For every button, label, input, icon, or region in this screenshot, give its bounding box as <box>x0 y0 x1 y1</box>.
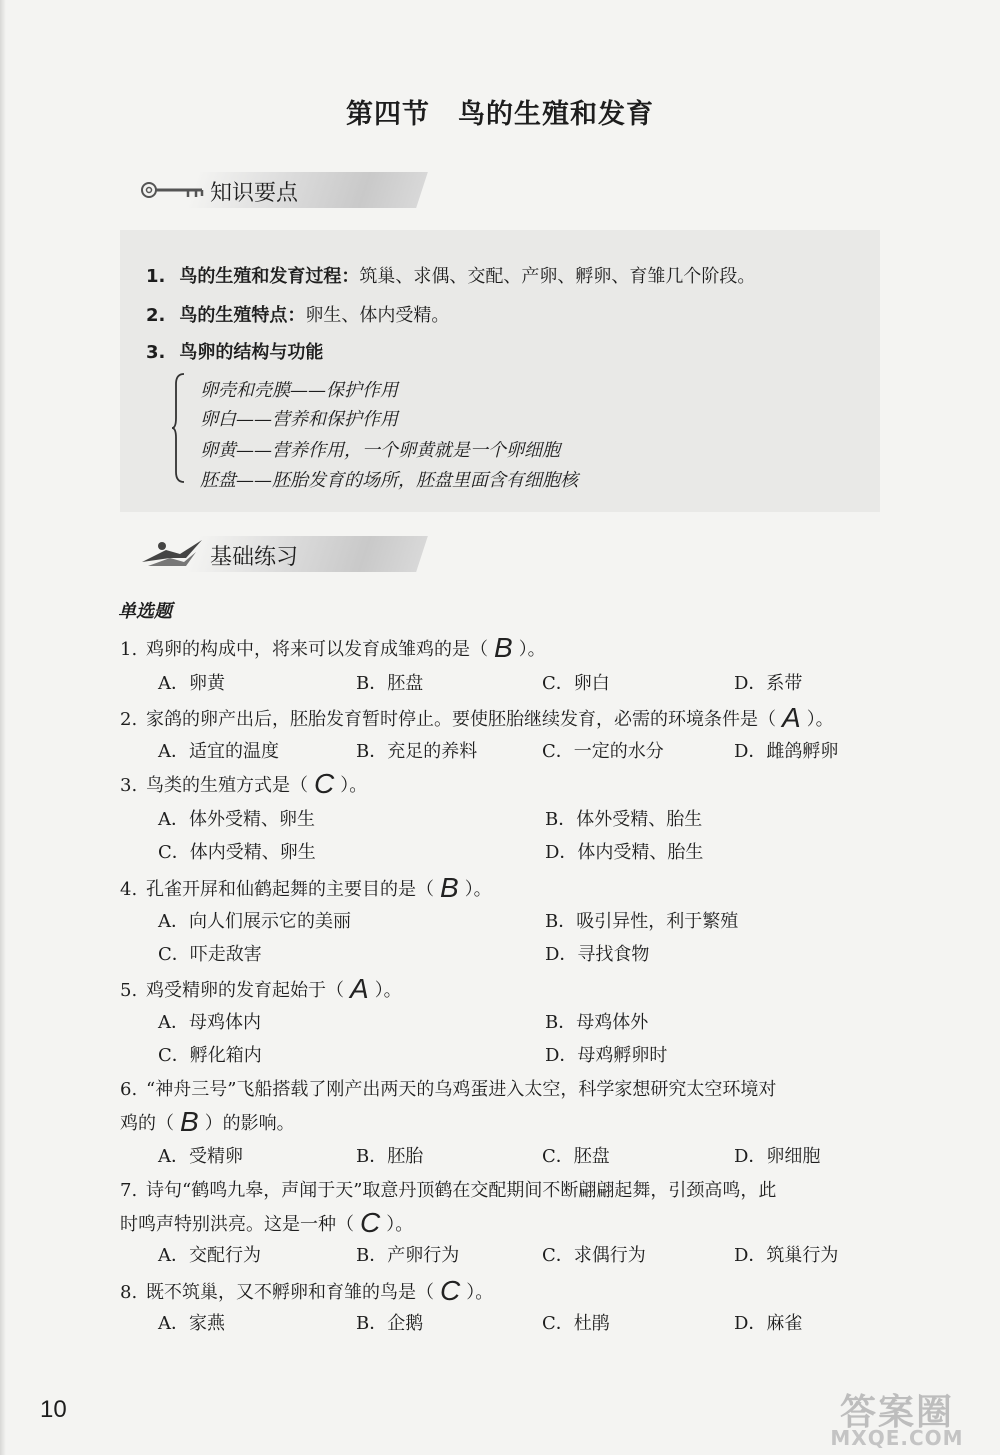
option: C．孵化箱内 <box>158 1045 262 1066</box>
question-text-end: ）。 <box>464 879 492 900</box>
option: C．胚盘 <box>542 1146 610 1167</box>
point-lead: 鸟卵的结构与功能 <box>179 342 324 363</box>
question-number: 3. <box>120 775 138 796</box>
practice-heading-label: 基础练习 <box>210 545 299 570</box>
question-text: 鸟类的生殖方式是（ <box>146 775 308 796</box>
page-edge-shadow <box>0 0 6 1455</box>
watermark-logo <box>812 1384 982 1450</box>
question-text-end: ）。 <box>386 1214 414 1235</box>
option: B．吸引异性，利于繁殖 <box>545 911 739 932</box>
question-number: 4. <box>120 879 138 900</box>
handwritten-answer: B <box>440 872 459 903</box>
question-text: “神舟三号”飞船搭载了刚产出两天的乌鸡蛋进入太空，科学家想研究太空环境对 <box>146 1079 777 1100</box>
option: B．母鸡体外 <box>545 1012 649 1033</box>
handwritten-answer: C <box>314 768 335 799</box>
handwritten-answer: C <box>440 1275 461 1306</box>
option: A．交配行为 <box>158 1245 261 1266</box>
question-text-end: ）。 <box>374 980 402 1001</box>
option: D．寻找食物 <box>545 944 650 965</box>
option: D．筑巢行为 <box>734 1245 839 1266</box>
question-5 <box>120 971 402 1003</box>
egg-part-line: 卵黄——营养作用，一个卵黄就是一个卵细胞 <box>200 440 560 461</box>
option: C．体内受精、卵生 <box>158 842 316 863</box>
watermark-text: 答案圈 <box>839 1392 954 1433</box>
option: B．胚胎 <box>356 1146 424 1167</box>
handwritten-answer: C <box>360 1207 381 1238</box>
question-number: 6. <box>120 1079 138 1100</box>
option: B．产卵行为 <box>356 1245 460 1266</box>
question-number: 5. <box>120 980 138 1001</box>
option: A．受精卵 <box>158 1146 243 1167</box>
watermark-url: MXQE.COM <box>830 1426 964 1450</box>
knowledge-point-3 <box>146 338 323 364</box>
handwritten-answer: A <box>350 973 369 1004</box>
option: B．企鹅 <box>356 1313 424 1334</box>
page-number: 10 <box>40 1396 67 1423</box>
question-text-end: ）的影响。 <box>204 1113 295 1134</box>
question-text-end: ）。 <box>518 639 546 660</box>
knowledge-point-2 <box>146 301 449 327</box>
question-text: 诗句“鹤鸣九皋，声闻于天”取意丹顶鹤在交配期间不断翩翩起舞，引颈高鸣，此 <box>146 1180 777 1201</box>
option: A．适宜的温度 <box>158 741 279 762</box>
question-number: 8. <box>120 1282 138 1303</box>
knowledge-heading-label: 知识要点 <box>210 181 299 206</box>
handwritten-answer: A <box>782 702 801 733</box>
option: D．母鸡孵卵时 <box>545 1045 668 1066</box>
option: C．吓走敌害 <box>158 944 262 965</box>
question-text: 时鸣声特别洪亮。这是一种（ <box>120 1214 354 1235</box>
question-text: 鸡卵的构成中，将来可以发育成雏鸡的是（ <box>146 639 488 660</box>
key-icon <box>140 178 208 202</box>
handwritten-answer: B <box>494 632 513 663</box>
option: A．向人们展示它的美丽 <box>158 911 351 932</box>
practice-section-heading <box>140 534 440 576</box>
question-3 <box>120 766 367 798</box>
option: B．体外受精、胎生 <box>545 809 703 830</box>
option: C．杜鹃 <box>542 1313 610 1334</box>
flying-bird-icon <box>140 536 204 570</box>
question-text: 家鸽的卵产出后，胚胎发育暂时停止。要使胚胎继续发育，必需的环境条件是（ <box>146 709 776 730</box>
question-2 <box>120 700 834 732</box>
question-text-end: ）。 <box>466 1282 494 1303</box>
option: A．卵黄 <box>158 673 225 694</box>
question-text-end: ）。 <box>340 775 368 796</box>
option: B．充足的养料 <box>356 741 478 762</box>
point-number: 1. <box>146 266 166 287</box>
question-7-line-2 <box>120 1205 413 1237</box>
option: B．胚盘 <box>356 673 424 694</box>
option: C．一定的水分 <box>542 741 664 762</box>
question-text: 鸡的（ <box>120 1113 174 1134</box>
question-text: 鸡受精卵的发育起始于（ <box>146 980 344 1001</box>
point-lead: 鸟的生殖和发育过程： <box>179 266 360 287</box>
question-6-line-2 <box>120 1104 295 1136</box>
option: D．系带 <box>734 673 803 694</box>
option: D．麻雀 <box>734 1313 803 1334</box>
question-number: 1. <box>120 639 138 660</box>
option: D．体内受精、胎生 <box>545 842 704 863</box>
egg-part-line: 卵白——营养和保护作用 <box>200 409 398 430</box>
question-8 <box>120 1273 493 1305</box>
point-lead: 鸟的生殖特点： <box>179 305 306 326</box>
handwritten-answer: B <box>180 1106 199 1137</box>
egg-part-line: 胚盘——胚胎发育的场所，胚盘里面含有细胞核 <box>200 470 578 491</box>
option: D．雌鸽孵卵 <box>734 741 839 762</box>
question-text: 既不筑巢，又不孵卵和育雏的鸟是（ <box>146 1282 434 1303</box>
knowledge-point-1 <box>146 262 755 288</box>
question-number: 2. <box>120 709 138 730</box>
option: C．卵白 <box>542 673 610 694</box>
question-type-label: 单选题 <box>118 601 172 622</box>
point-number: 2. <box>146 305 166 326</box>
question-text: 孔雀开屏和仙鹤起舞的主要目的是（ <box>146 879 434 900</box>
question-7 <box>120 1176 776 1202</box>
option: A．母鸡体内 <box>158 1012 261 1033</box>
question-6 <box>120 1075 776 1101</box>
page-title: 第四节 鸟的生殖和发育 <box>346 99 654 130</box>
question-1 <box>120 630 546 662</box>
question-4 <box>120 870 492 902</box>
knowledge-section-heading <box>140 170 440 212</box>
option: A．体外受精、卵生 <box>158 809 315 830</box>
egg-part-line: 卵壳和壳膜——保护作用 <box>200 380 398 401</box>
question-number: 7. <box>120 1180 138 1201</box>
option: D．卵细胞 <box>734 1146 821 1167</box>
option: A．家燕 <box>158 1313 225 1334</box>
question-text-end: ）。 <box>806 709 834 730</box>
point-number: 3. <box>146 342 166 363</box>
point-text: 卵生、体内受精。 <box>305 305 450 326</box>
brace-icon <box>172 372 186 484</box>
point-text: 筑巢、求偶、交配、产卵、孵卵、育雏几个阶段。 <box>359 266 756 287</box>
option: C．求偶行为 <box>542 1245 646 1266</box>
